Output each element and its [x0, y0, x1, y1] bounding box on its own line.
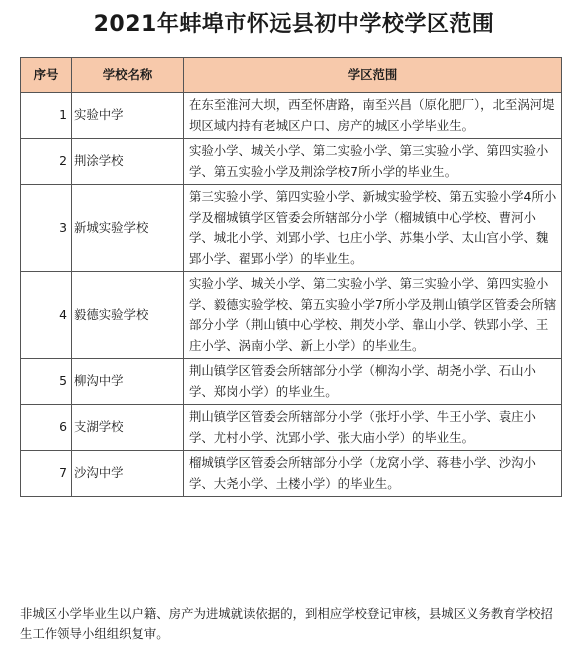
school-name: 荆涂学校 — [72, 139, 184, 185]
column-header-zone-range: 学区范围 — [184, 58, 562, 93]
row-number: 3 — [21, 185, 72, 272]
zone-range: 荆山镇学区管委会所辖部分小学（柳沟小学、胡尧小学、石山小学、郑岗小学）的毕业生。 — [184, 359, 562, 405]
zone-range: 荆山镇学区管委会所辖部分小学（张圩小学、牛王小学、袁庄小学、尤村小学、沈郢小学、张大庙小学）的毕业生。 — [184, 405, 562, 451]
school-name: 新城实验学校 — [72, 185, 184, 272]
school-name: 毅德实验学校 — [72, 272, 184, 359]
footnote: 非城区小学毕业生以户籍、房产为进城就读依据的，到相应学校登记审核，县城区义务教育学校招生工作领导小组组织复审。 — [20, 606, 553, 641]
table-row — [21, 185, 562, 272]
column-header-school-name: 学校名称 — [72, 58, 184, 93]
table-header-row — [21, 58, 562, 93]
school-zone-table — [20, 57, 562, 497]
zone-range: 实验小学、城关小学、第二实验小学、第三实验小学、第四实验小学、第五实验小学及荆涂学校7所小学的毕业生。 — [184, 139, 562, 185]
row-number: 1 — [21, 93, 72, 139]
school-name: 实验中学 — [72, 93, 184, 139]
row-number: 7 — [21, 451, 72, 497]
table-row — [21, 405, 562, 451]
zone-range: 实验小学、城关小学、第二实验小学、第三实验小学、第四实验小学、毅德实验学校、第五实验小学7所小学及荆山镇学区管委会所辖部分小学（荆山镇中心学校、荆芡小学、靠山小学、铁郢小学、王庄小学、涡南小学、新上小学）的毕业生。 — [184, 272, 562, 359]
zone-range: 在东至淮河大坝，西至怀唐路，南至兴昌（原化肥厂），北至涡河堤坝区域内持有老城区户口、房产的城区小学毕业生。 — [184, 93, 562, 139]
column-header-no: 序号 — [21, 58, 72, 93]
table-row — [21, 359, 562, 405]
zone-range: 第三实验小学、第四实验小学、新城实验学校、第五实验小学4所小学及榴城镇学区管委会所辖部分小学（榴城镇中心学校、曹河小学、城北小学、刘郢小学、乜庄小学、苏集小学、太山宫小学、魏郢小学、翟郢小学）的毕业生。 — [184, 185, 562, 272]
table-row — [21, 272, 562, 359]
table-row — [21, 451, 562, 497]
school-name: 柳沟中学 — [72, 359, 184, 405]
row-number: 4 — [21, 272, 72, 359]
row-number: 6 — [21, 405, 72, 451]
table-row — [21, 139, 562, 185]
school-name: 支湖学校 — [72, 405, 184, 451]
table-row — [21, 93, 562, 139]
school-name: 沙沟中学 — [72, 451, 184, 497]
page-title: 2021年蚌埠市怀远县初中学校学区范围 — [93, 12, 495, 37]
row-number: 5 — [21, 359, 72, 405]
row-number: 2 — [21, 139, 72, 185]
zone-range: 榴城镇学区管委会所辖部分小学（龙窝小学、蒋巷小学、沙沟小学、大尧小学、土楼小学）的毕业生。 — [184, 451, 562, 497]
